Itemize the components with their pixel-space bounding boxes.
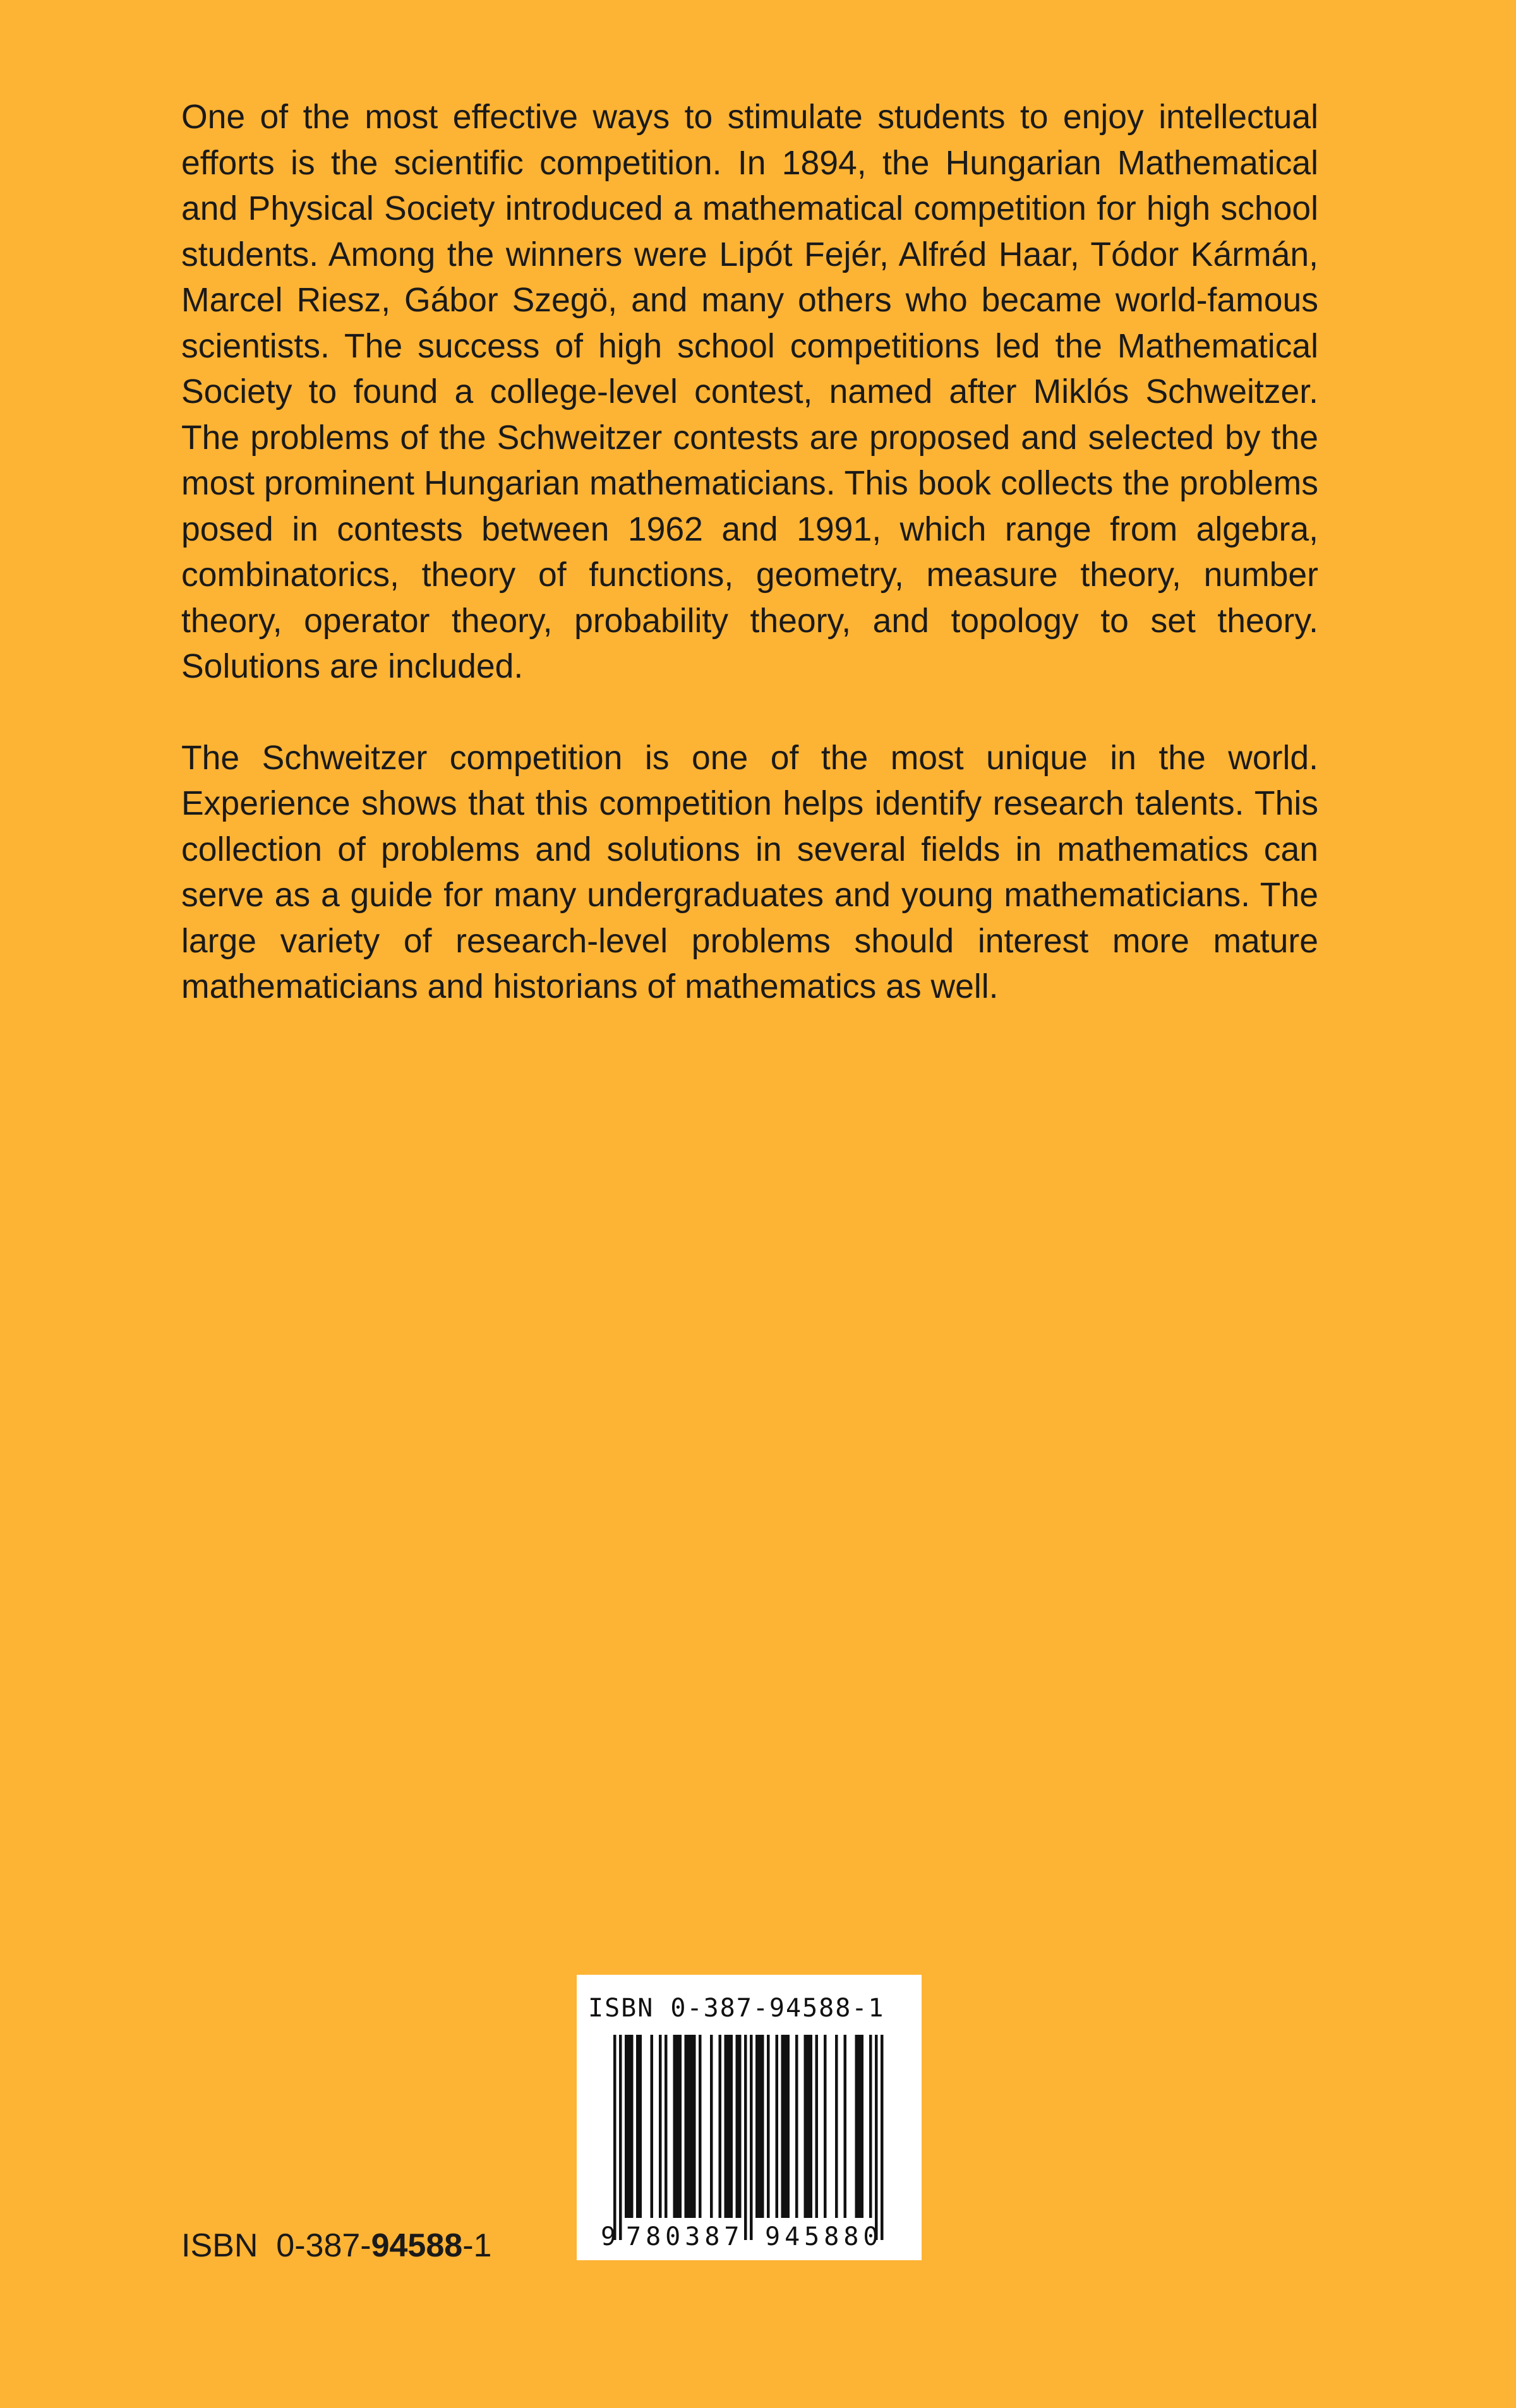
isbn-bold-part: 94588 [371,2227,463,2264]
barcode-bar [795,2035,798,2218]
barcode-digit-group-right: 945880 [765,2222,883,2251]
barcode-isbn-label: ISBN 0-387-94588-1 [588,1994,885,2023]
barcode-digit-group-left: 780387 [626,2222,744,2251]
barcode-bar [844,2035,847,2218]
blurb-paragraph-2: The Schweitzer competition is one of the most unique in the world. Experience shows that this competition helps identify research talents. This collection of problems and solutions in several fields in mathematics can serve as a guide for many undergraduates and young mathematicians. The large variety of research-level problems should interest more mature mathematicians and historians of mathematics as well. [181,739,1318,1005]
barcode-bar [636,2035,642,2218]
barcode-guard-bar [613,2035,617,2240]
barcode-bar [755,2035,764,2218]
barcode-bar [869,2035,872,2218]
barcode-bar [719,2035,722,2218]
barcode-bar [767,2035,770,2218]
barcode-bar [673,2035,682,2218]
barcode-bar [699,2035,702,2218]
isbn-prefix: ISBN [181,2227,258,2264]
blurb-paragraph-1: One of the most effective ways to stimulate students to enjoy intellectual efforts is the scientific competition. In 1894, the Hungarian Mathematical and Physical Society introduced a mathematical competition for high school students. Among the winners were Lipót Fejér, Alfréd Haar, Tódor Kármán, Marcel Riesz, Gábor Szegö, and many others who became world-famous scientists. The success of high school competitions led the Mathematical Society to found a college-level contest, named after Miklós Schweitzer. The problems of the Schweitzer contests are proposed and selected by the most prominent Hungarian mathematicians. This book collects the problems posed in contests between 1962 and 1991, which range from algebra, combinatorics, theory of functions, geometry, measure theory, number theory, operator theory, probability theory, and topology to set theory. Solutions are included. [181,99,1318,685]
barcode-bar [776,2035,779,2218]
barcode-bar [804,2035,813,2218]
barcode-bar [665,2035,668,2218]
barcode-bar [835,2035,838,2218]
barcode-bar [725,2035,733,2218]
barcode-bar [736,2035,742,2218]
barcode-guard-bar [619,2035,622,2240]
isbn-barcode [577,1975,922,2260]
barcode-bar [625,2035,634,2218]
barcode-guard-bar [875,2035,878,2240]
barcode-bars [577,1975,922,2260]
barcode-bar [781,2035,790,2218]
barcode-bar [855,2035,864,2218]
barcode-bar [824,2035,827,2218]
barcode-lead-digit: 9 [601,2222,617,2251]
barcode-bar [815,2035,819,2218]
isbn-end: -1 [462,2227,492,2264]
barcode-bar [651,2035,654,2218]
barcode-guard-bar [750,2035,753,2240]
isbn-number [181,2226,491,2265]
barcode-bar [659,2035,662,2218]
barcode-guard-bar [881,2035,884,2240]
back-cover-blurb [181,95,1318,1056]
barcode-bar [710,2035,713,2218]
barcode-bar [685,2035,696,2218]
barcode-guard-bar [744,2035,747,2240]
isbn-start: 0-387- [276,2227,371,2264]
